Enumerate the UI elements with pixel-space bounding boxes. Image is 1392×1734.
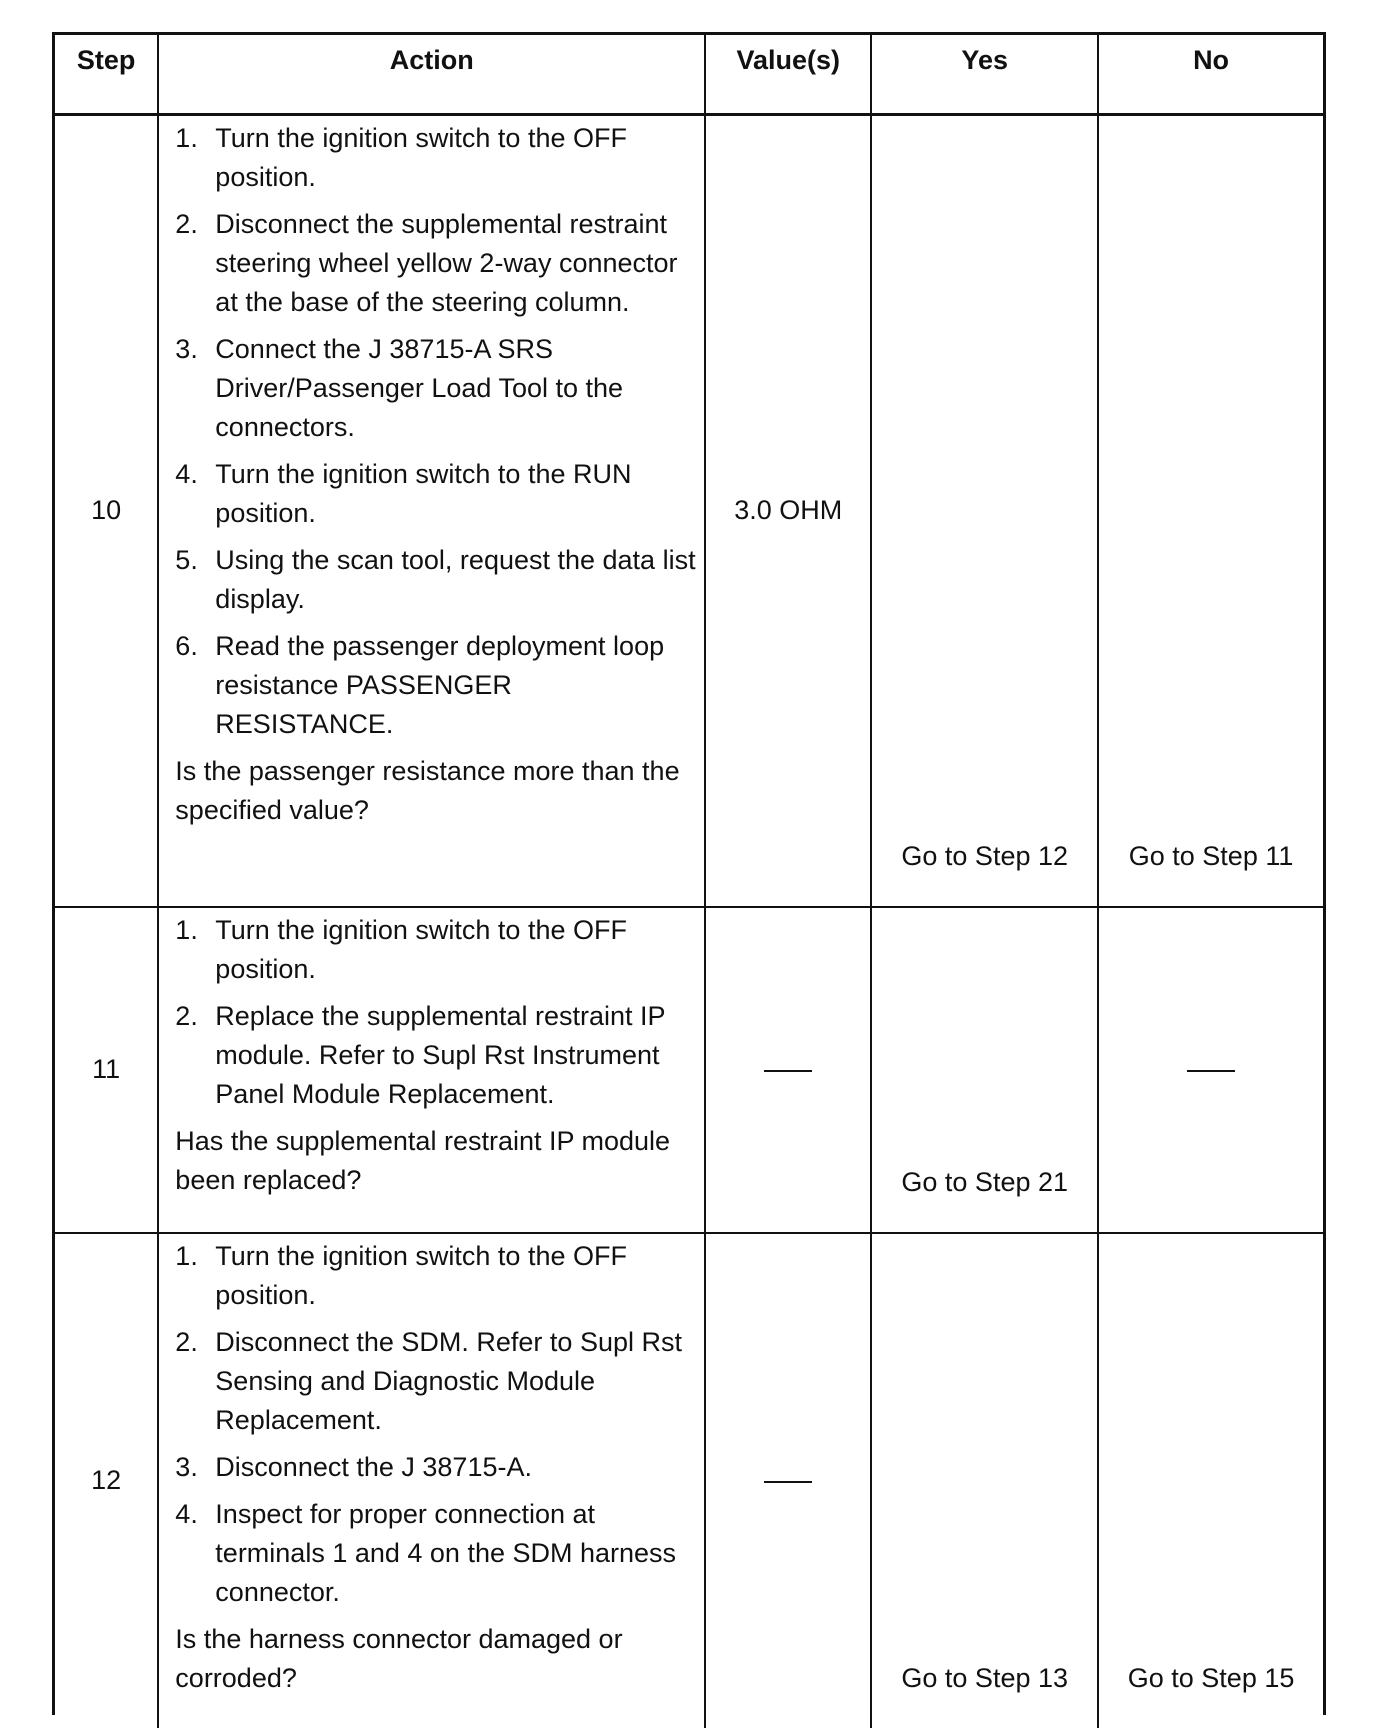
action-item: 2. Disconnect the SDM. Refer to Supl Rst Sensing and Diagnostic Module Replacement. [175, 1326, 682, 1435]
action-item: 1. Turn the ignition switch to the OFF position. [175, 914, 627, 984]
action-item: 2. Replace the supplemental restraint IP module. Refer to Supl Rst Instrument Panel Module Replacement. [175, 1000, 666, 1109]
action-list [175, 911, 696, 1114]
empty-value-dash [764, 1481, 812, 1483]
action-list [175, 1237, 696, 1612]
action-item: 3. Connect the J 38715-A SRS Driver/Passenger Load Tool to the connectors. [175, 334, 624, 442]
action-item: 4. Inspect for proper connection at terminals 1 and 4 on the SDM harness connector. [175, 1498, 677, 1607]
action-cell [158, 1233, 705, 1728]
header-values: Value(s) [705, 35, 871, 115]
value-cell [705, 1233, 871, 1728]
table-row [55, 1233, 1323, 1728]
no-cell: Go to Step 11 [1098, 115, 1323, 907]
yes-cell: Go to Step 13 [871, 1233, 1098, 1728]
action-item: 5. Using the scan tool, request the data list display. [175, 545, 696, 614]
step-number: 11 [55, 907, 158, 1233]
header-no: No [1098, 35, 1323, 115]
value-cell [705, 907, 871, 1233]
diagnostic-table-sheet [52, 32, 1326, 1715]
yes-cell: Go to Step 21 [871, 907, 1098, 1233]
action-question: Is the harness connector damaged or corroded? [175, 1623, 623, 1693]
empty-value-dash [1187, 1070, 1235, 1072]
step-number: 10 [55, 115, 158, 907]
step-number: 12 [55, 1233, 158, 1728]
diagnostic-table [55, 35, 1323, 1728]
yes-cell: Go to Step 12 [871, 115, 1098, 907]
header-step: Step [55, 35, 158, 115]
header-row [55, 35, 1323, 115]
action-cell [158, 907, 705, 1233]
action-item: 3. Disconnect the J 38715-A. [175, 1451, 532, 1482]
no-cell [1098, 907, 1323, 1233]
empty-value-dash [764, 1070, 812, 1072]
table-row [55, 115, 1323, 907]
action-item: 2. Disconnect the supplemental restraint steering wheel yellow 2-way connector at the base of the steering column. [175, 209, 678, 317]
header-action: Action [158, 35, 705, 115]
value-cell: 3.0 OHM [705, 115, 871, 907]
action-item: 1. Turn the ignition switch to the OFF position. [175, 1240, 627, 1310]
action-item: 4. Turn the ignition switch to the RUN position. [175, 459, 632, 528]
action-item: 1. Turn the ignition switch to the OFF position. [175, 123, 627, 192]
action-question: Is the passenger resistance more than the specified value? [175, 756, 680, 825]
action-question: Has the supplemental restraint IP module been replaced? [175, 1125, 671, 1195]
header-yes: Yes [871, 35, 1098, 115]
action-cell [158, 115, 705, 907]
no-cell: Go to Step 15 [1098, 1233, 1323, 1728]
action-list [175, 119, 696, 744]
table-row [55, 907, 1323, 1233]
action-item: 6. Read the passenger deployment loop resistance PASSENGER RESISTANCE. [175, 631, 665, 739]
